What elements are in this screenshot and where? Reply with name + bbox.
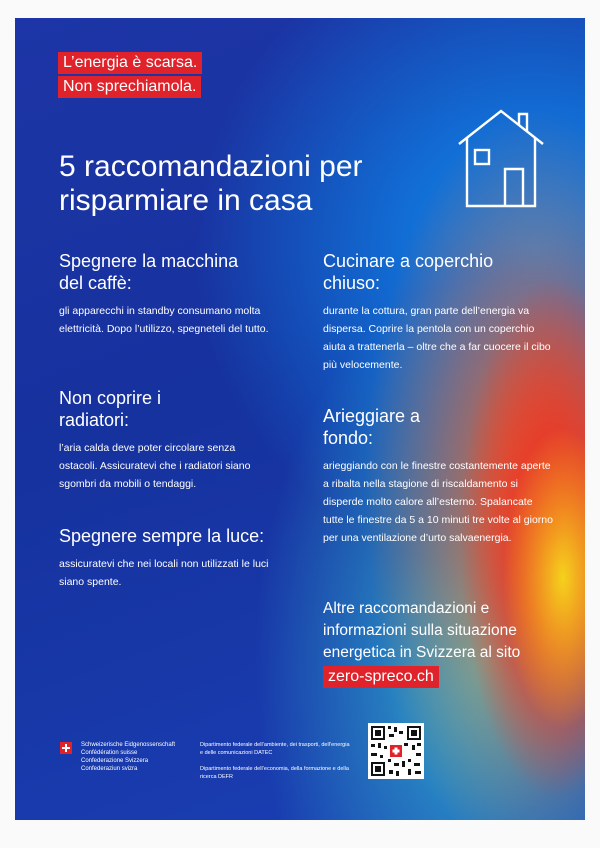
tag-line-1: L’energia è scarsa. [58,52,202,74]
recommendation-text: durante la cottura, gran parte dell’energia va dispersa. Coprire la pentola con un coperchio aiuta a trattenerla – oltre che a far cuocere il cibo più velocemente. [323,305,551,371]
recommendation-heading: Cucinare a coperchio chiuso: [323,251,494,293]
recommendation-heading: Arieggiare a fondo: [323,406,421,448]
more-info-text: Altre raccomandazioni e informazioni sulla situazione energetica in Svizzera al sito [323,600,521,661]
website-link[interactable]: zero-spreco.ch [323,666,439,688]
recommendation-lights [59,525,299,591]
recommendation-text: l’aria calda deve poter circolare senza ostacoli. Assicuratevi che i radiatori siano sgombri da mobili o tendaggi. [59,442,251,490]
tag-line-2: Non sprechiamola. [58,76,201,98]
house-icon [455,108,547,208]
confederation-names [81,741,175,773]
recommendation-ventilation [323,405,553,547]
confederation-name-fr: Confédération suisse [81,750,138,756]
more-info [323,598,563,688]
recommendation-text: assicuratevi che nei locali non utilizzati le luci siano spente. [59,558,269,588]
recommendation-coffee-machine [59,250,289,338]
confederation-name-de: Schweizerische Eidgenossenschaft [81,742,176,748]
page-title: 5 raccomandazioni per risparmiare in casa [59,150,363,217]
confederation-name-rm: Confederaziun svizra [81,766,138,772]
poster [15,18,585,820]
confederation-name-it: Confederazione Svizzera [81,758,149,764]
recommendation-text: arieggiando con le finestre costantemente aperte a ribalta nella stagione di riscaldamento si disperde molto calore all’esterno. Spalancate tutte le finestre da 5 a 10 minuti tre volte al giorno per una ventilazione d’urto salvaenergia. [323,460,553,544]
swiss-cross-icon [60,742,72,754]
recommendation-text: gli apparecchi in standby consumano molta elettricità. Dopo l’utilizzo, spegneteli del tutto. [59,305,269,335]
recommendation-heading: Non coprire i radiatori: [59,388,162,430]
recommendation-radiators [59,387,289,493]
department-datec: Dipartimento federale dell’ambiente, dei trasporti, dell’energia e delle comunicazioni DATEC [200,742,350,756]
recommendation-heading: Spegnere la macchina del caffè: [59,251,239,293]
recommendation-heading: Spegnere sempre la luce: [59,526,265,546]
department-defr: Dipartimento federale dell’economia, della formazione e della ricerca DEFR [200,766,349,780]
recommendation-lid [323,250,553,374]
qr-code[interactable] [368,723,424,779]
